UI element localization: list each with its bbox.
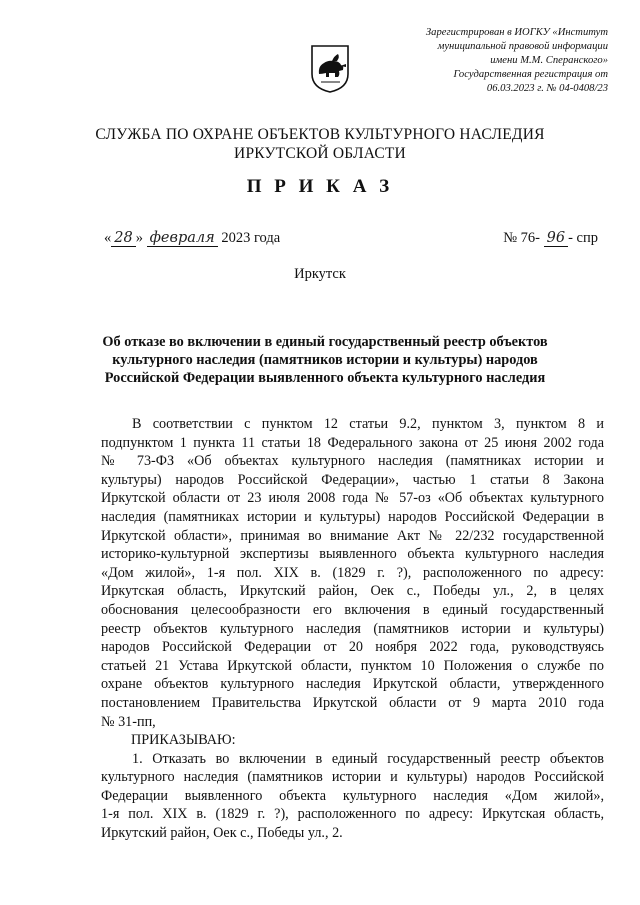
preamble-line: Иркутской области от 23 июля 2008 года № 57-оз «Об объектах культурного [101, 490, 604, 507]
number-prefix: № 76- [503, 230, 541, 246]
preamble-line: Иркутская область, Иркутский район, Оек с., Победы ул., 2, в целях [101, 583, 604, 600]
preamble-line: историко-культурной экспертизы выявленного объекта культурного наследия [101, 546, 604, 563]
preamble-line: охране объектов культурного наследия Иркутской области, утвержденного [101, 676, 604, 693]
item-1-line: Иркутский район, Оек с., Победы ул., 2. [101, 825, 343, 842]
date-close-quote: » [135, 230, 143, 246]
item-1-line: Федерации выявленного объекта культурного наследия «Дом жилой», [101, 787, 604, 804]
date-open-quote: « [104, 230, 112, 246]
document-type: П Р И К А З [246, 176, 394, 197]
preamble-line: Иркутской области», принимая во внимание Акт № 22/232 государственной [101, 527, 604, 544]
coat-of-arms-icon [310, 44, 350, 94]
order-number [503, 230, 598, 247]
document-title [90, 333, 560, 387]
preamble-line: статьей 21 Устава Иркутской области, пунктом 10 Положения о службе по [101, 657, 604, 674]
preamble-line: № 31-пп, [101, 713, 156, 730]
agency-name [0, 125, 640, 163]
document-body [101, 415, 604, 843]
preamble-line: В соответствии с пунктом 12 статьи 9.2, пунктом 3, пунктом 8 и [132, 416, 604, 432]
preamble-line: обоснования целесообразности его включения в единый государственный [101, 601, 604, 618]
item-1-line: культурного наследия (памятников истории и культуры) народов Российской [101, 769, 604, 786]
preamble-line: подпунктом 1 пункта 11 статьи 18 Федерального закона от 25 июня 2002 года [101, 434, 604, 451]
item-1-line: 1-я пол. XIX в. (1829 г. ?), расположенного по адресу: Иркутская область, [101, 806, 604, 823]
title-line: Российской Федерации выявленного объекта культурного наследия [104, 370, 546, 386]
preamble-line: № 73-ФЗ «Об объектах культурного наследия (памятниках истории и [101, 453, 604, 470]
number-suffix: - спр [568, 230, 598, 246]
city: Иркутск [294, 266, 346, 282]
registration-line: Зарегистрирован в ИОГКУ «Институт [425, 27, 608, 38]
title-line: культурного наследия (памятников истории и культуры) народов [112, 352, 538, 368]
title-line: Об отказе во включении в единый государственный реестр объектов [102, 334, 548, 350]
preamble-line: «Дом жилой», 1-я пол. XIX в. (1829 г. ?), расположенного по адресу: [101, 564, 604, 581]
preamble-line: реестр объектов культурного наследия (памятников истории и культуры) [101, 620, 604, 637]
registration-line: 06.03.2023 г. № 04-0408/23 [486, 83, 608, 94]
number-value: 96 [544, 230, 568, 247]
registration-stamp [368, 26, 608, 96]
date-year: 2023 года [221, 230, 281, 246]
order-date [104, 230, 280, 247]
item-1-line: 1. Отказать во включении в единый государственный реестр объектов [132, 750, 604, 767]
registration-line: Государственная регистрация от [453, 69, 608, 80]
registration-line: муниципальной правовой информации [437, 41, 608, 52]
date-month: февраля [147, 230, 218, 247]
agency-line: СЛУЖБА ПО ОХРАНЕ ОБЪЕКТОВ КУЛЬТУРНОГО НАСЛЕДИЯ [95, 126, 545, 143]
registration-line: имени М.М. Сперанского» [490, 55, 608, 66]
preamble-line: народов Российской Федерации от 20 ноября 2022 года, руководствуясь [101, 639, 604, 656]
preamble-line: наследия (памятниках истории и культуры) народов Российской Федерации в [101, 508, 604, 525]
date-day: 28 [111, 230, 135, 247]
preamble-line: постановлением Правительства Иркутской области от 9 марта 2010 года [101, 694, 604, 711]
preamble-line: культуры) народов Российской Федерации», частью 1 статьи 8 Закона [101, 471, 604, 488]
agency-line: ИРКУТСКОЙ ОБЛАСТИ [234, 145, 406, 162]
order-word: ПРИКАЗЫВАЮ: [131, 732, 236, 749]
